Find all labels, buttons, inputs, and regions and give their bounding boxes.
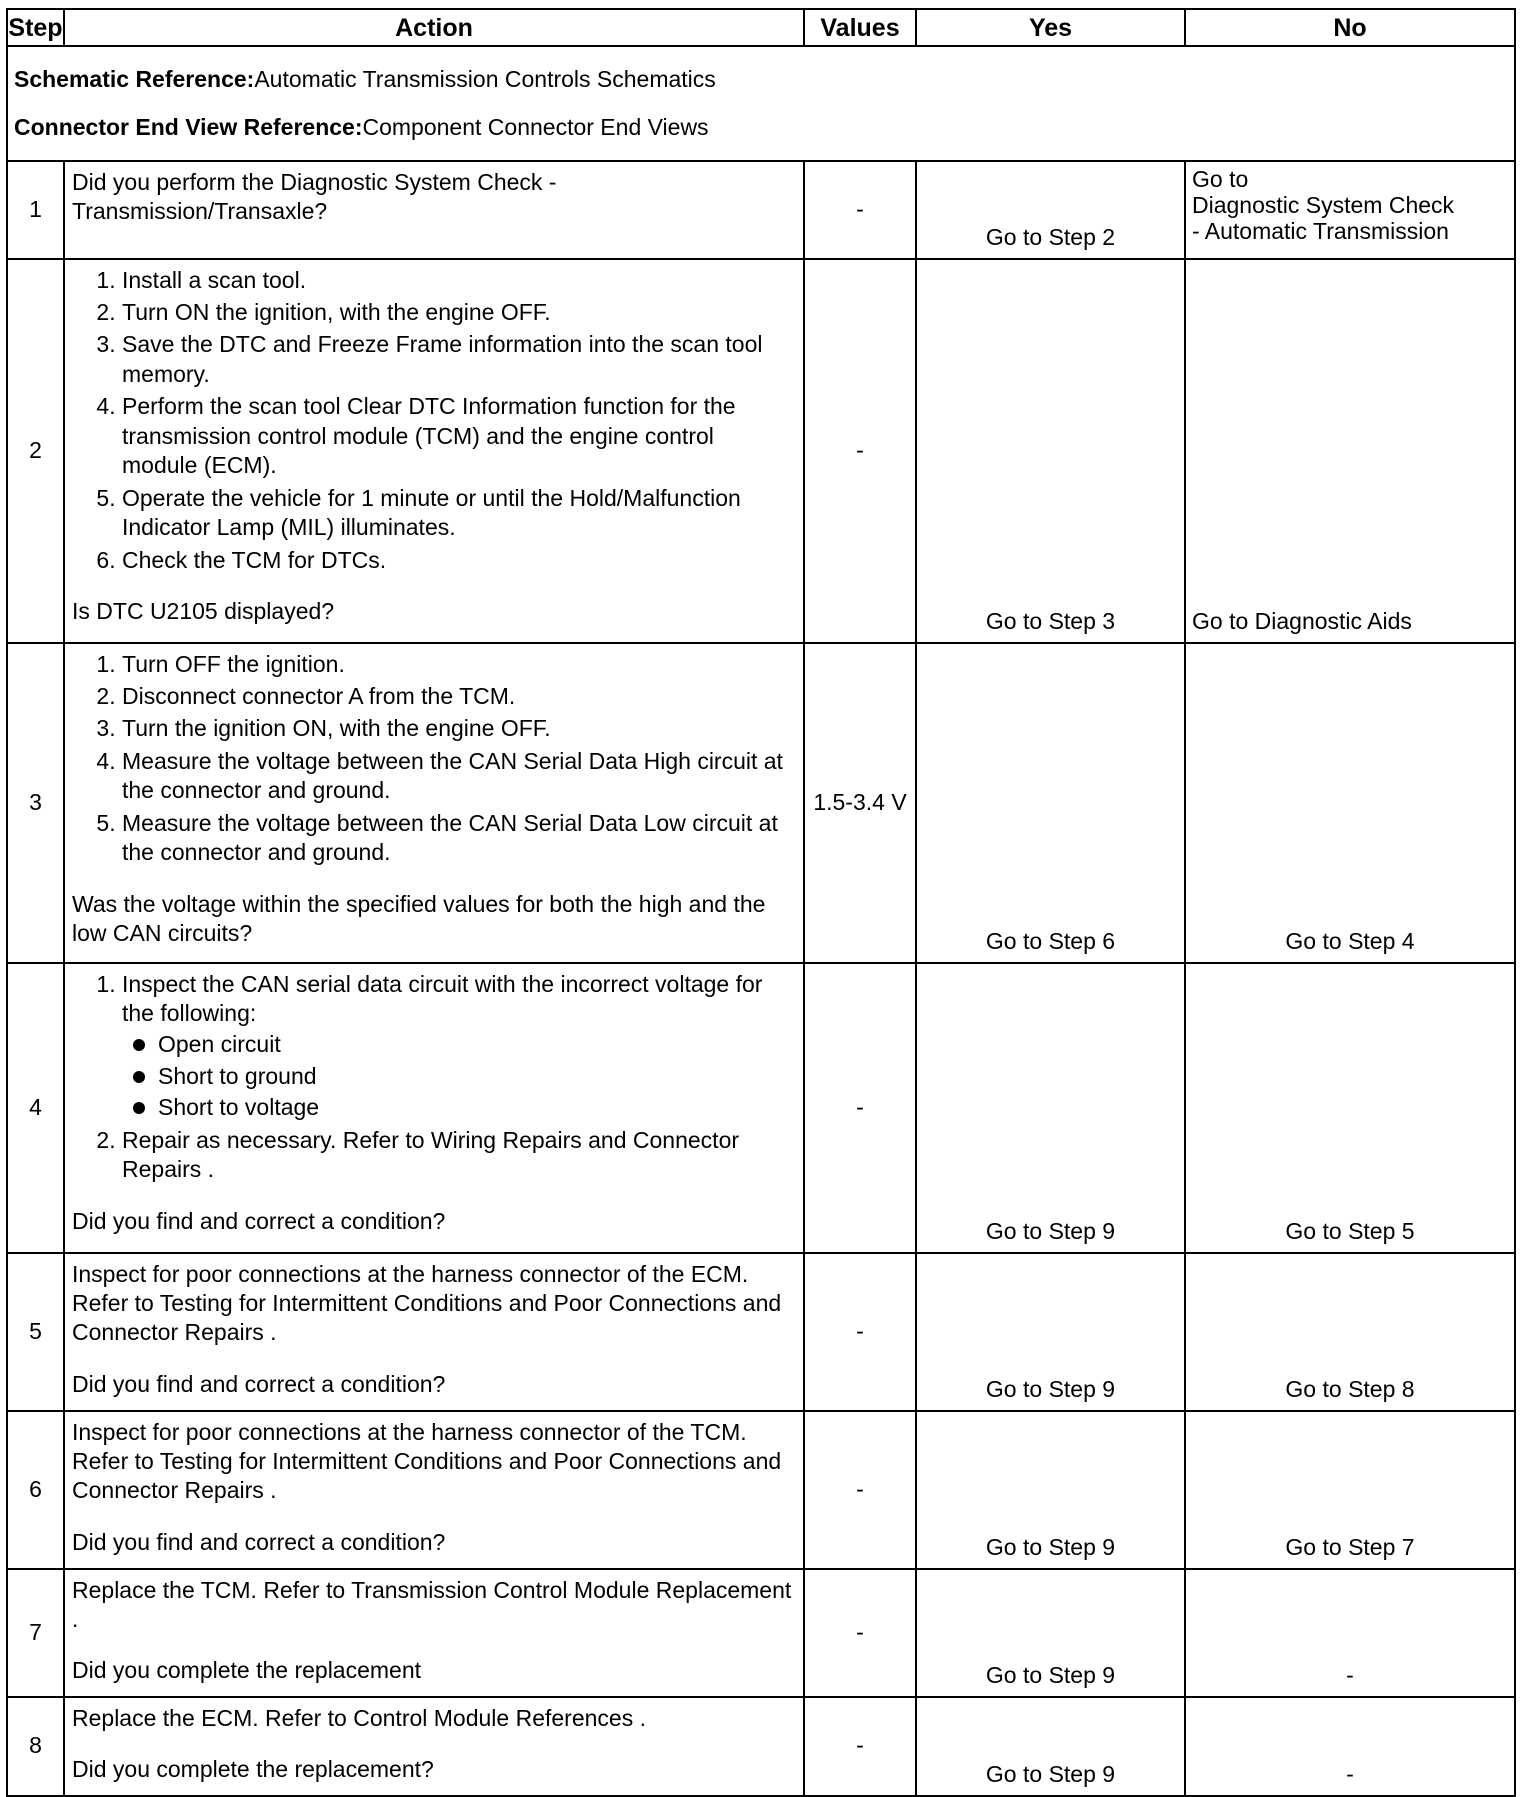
step-value: - bbox=[804, 1253, 916, 1411]
header-no: No bbox=[1185, 9, 1515, 46]
condition-list bbox=[122, 1030, 795, 1122]
no-outcome: Go to Diagnostic System Check - Automatic Transmission bbox=[1185, 161, 1515, 259]
step-number: 3 bbox=[7, 643, 64, 963]
condition-item: Open circuit bbox=[158, 1030, 795, 1059]
step-number: 1 bbox=[7, 161, 64, 259]
reference-cell bbox=[7, 46, 1515, 161]
action-item: 4. Perform the scan tool Clear DTC Information function for the transmission control module (TCM) and the engine control module (ECM). bbox=[122, 392, 795, 480]
step-question: Did you find and correct a condition? bbox=[72, 1207, 446, 1234]
action-item: 4. Measure the voltage between the CAN Serial Data High circuit at the connector and ground. bbox=[122, 747, 795, 806]
yes-outcome: Go to Step 6 bbox=[916, 643, 1185, 963]
action-item: 2. Repair as necessary. Refer to Wiring Repairs and Connector Repairs . bbox=[122, 1126, 795, 1185]
no-outcome: Go to Step 7 bbox=[1185, 1411, 1515, 1569]
action-item: 2. Turn ON the ignition, with the engine OFF. bbox=[122, 298, 795, 327]
step-number: 4 bbox=[7, 963, 64, 1253]
step-row-1 bbox=[7, 161, 1515, 259]
step-number: 6 bbox=[7, 1411, 64, 1569]
header-step: Step bbox=[7, 9, 64, 46]
step-number: 2 bbox=[7, 259, 64, 643]
header-yes: Yes bbox=[916, 9, 1185, 46]
action-item: 3. Save the DTC and Freeze Frame information into the scan tool memory. bbox=[122, 330, 795, 389]
condition-item: Short to ground bbox=[158, 1062, 795, 1091]
step-question: Did you find and correct a condition? bbox=[72, 1370, 446, 1397]
step-row-3 bbox=[7, 643, 1515, 963]
header-row bbox=[7, 9, 1515, 46]
action-list bbox=[72, 970, 795, 1185]
step-value: - bbox=[804, 259, 916, 643]
step-question: Did you complete the replacement bbox=[72, 1657, 422, 1684]
step-action bbox=[64, 643, 804, 963]
step-number: 8 bbox=[7, 1697, 64, 1796]
step-row-4 bbox=[7, 963, 1515, 1253]
connector-reference: Connector End View Reference:Component Connector End Views bbox=[14, 114, 709, 141]
yes-outcome: Go to Step 9 bbox=[916, 1411, 1185, 1569]
no-outcome: Go to Step 5 bbox=[1185, 963, 1515, 1253]
no-outcome: Go to Step 8 bbox=[1185, 1253, 1515, 1411]
step-row-5 bbox=[7, 1253, 1515, 1411]
no-outcome: Go to Diagnostic Aids bbox=[1185, 259, 1515, 643]
step-value: 1.5-3.4 V bbox=[804, 643, 916, 963]
step-value: - bbox=[804, 963, 916, 1253]
action-item: 1. Turn OFF the ignition. bbox=[122, 650, 795, 679]
action-item: 6. Check the TCM for DTCs. bbox=[122, 546, 795, 575]
yes-outcome: Go to Step 9 bbox=[916, 1253, 1185, 1411]
step-action bbox=[64, 963, 804, 1253]
step-question: Is DTC U2105 displayed? bbox=[72, 597, 335, 624]
step-number: 5 bbox=[7, 1253, 64, 1411]
action-item: 1. Inspect the CAN serial data circuit with the incorrect voltage for the following: Open circuit Short to ground Short to voltage bbox=[122, 970, 795, 1123]
step-value: - bbox=[804, 1569, 916, 1697]
diagnostic-table bbox=[6, 8, 1516, 1797]
step-number: 7 bbox=[7, 1569, 64, 1697]
step-question: Was the voltage within the specified values for both the high and the low CAN circuits? bbox=[72, 890, 766, 947]
step-row-6 bbox=[7, 1411, 1515, 1569]
step-action: Did you perform the Diagnostic System Check - Transmission/Transaxle? bbox=[64, 161, 804, 259]
step-action bbox=[64, 259, 804, 643]
action-item: 3. Turn the ignition ON, with the engine OFF. bbox=[122, 714, 795, 743]
no-outcome: - bbox=[1185, 1697, 1515, 1796]
step-row-8 bbox=[7, 1697, 1515, 1796]
step-value: - bbox=[804, 1411, 916, 1569]
header-values: Values bbox=[804, 9, 916, 46]
action-list bbox=[72, 266, 795, 575]
yes-outcome: Go to Step 3 bbox=[916, 259, 1185, 643]
yes-outcome: Go to Step 9 bbox=[916, 963, 1185, 1253]
step-action: Replace the ECM. Refer to Control Module References . Did you complete the replacement? bbox=[64, 1697, 804, 1796]
action-item: 1. Install a scan tool. bbox=[122, 266, 795, 295]
action-item: 5. Operate the vehicle for 1 minute or until the Hold/Malfunction Indicator Lamp (MIL) illuminates. bbox=[122, 484, 795, 543]
step-value: - bbox=[804, 1697, 916, 1796]
yes-outcome: Go to Step 2 bbox=[916, 161, 1185, 259]
condition-item: Short to voltage bbox=[158, 1093, 795, 1122]
no-outcome: Go to Step 4 bbox=[1185, 643, 1515, 963]
action-item: 5. Measure the voltage between the CAN Serial Data Low circuit at the connector and ground. bbox=[122, 809, 795, 868]
schematic-reference: Schematic Reference:Automatic Transmission Controls Schematics bbox=[14, 66, 716, 92]
action-list bbox=[72, 650, 795, 868]
step-row-2 bbox=[7, 259, 1515, 643]
step-question: Did you find and correct a condition? bbox=[72, 1528, 446, 1555]
reference-row bbox=[7, 46, 1515, 161]
step-value: - bbox=[804, 161, 916, 259]
step-action: Replace the TCM. Refer to Transmission Control Module Replacement . Did you complete the replacement bbox=[64, 1569, 804, 1697]
yes-outcome: Go to Step 9 bbox=[916, 1697, 1185, 1796]
action-item: 2. Disconnect connector A from the TCM. bbox=[122, 682, 795, 711]
header-action: Action bbox=[64, 9, 804, 46]
step-action: Inspect for poor connections at the harness connector of the ECM. Refer to Testing for Intermittent Conditions and Poor Connections and Connector Repairs . Did you find and correct a condition? bbox=[64, 1253, 804, 1411]
step-row-7 bbox=[7, 1569, 1515, 1697]
step-action: Inspect for poor connections at the harness connector of the TCM. Refer to Testing for Intermittent Conditions and Poor Connections and Connector Repairs . Did you find and correct a condition? bbox=[64, 1411, 804, 1569]
no-outcome: - bbox=[1185, 1569, 1515, 1697]
yes-outcome: Go to Step 9 bbox=[916, 1569, 1185, 1697]
step-question: Did you complete the replacement? bbox=[72, 1756, 434, 1783]
